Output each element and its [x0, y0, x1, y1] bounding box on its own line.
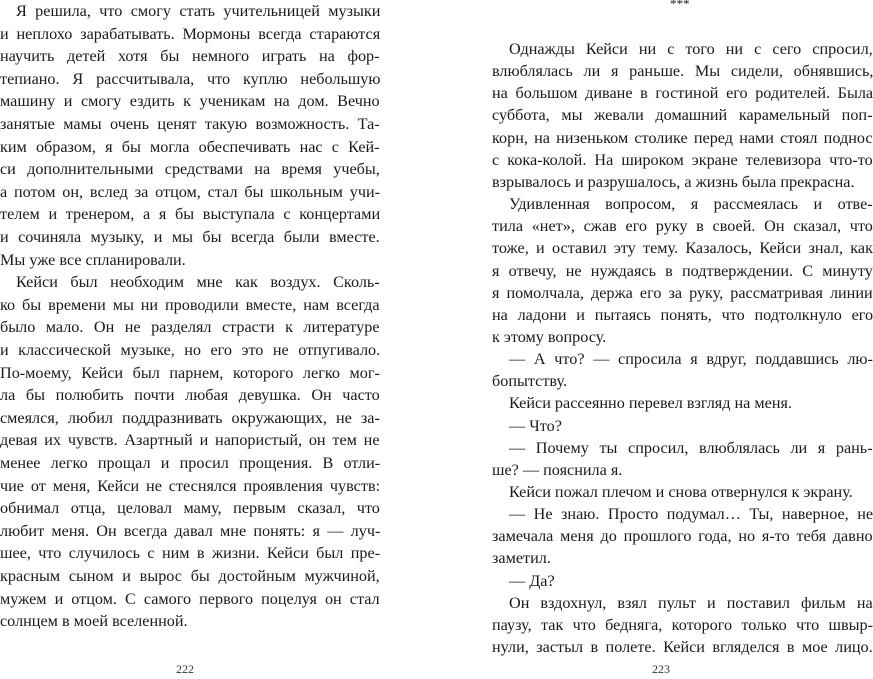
page-number-left: 222	[176, 662, 194, 676]
text-line: с кока-колой. На широком экране телевизора что-то	[492, 150, 873, 169]
text-line: паузу, так что бедняга, которого только что швыр-	[492, 615, 873, 634]
text-line: Я решила, что смогу стать учительницей музыки	[16, 2, 381, 20]
page-number-right: 223	[652, 662, 670, 676]
text-line: Он вздохнул, взял пульт и поставил фильм на	[509, 593, 873, 612]
text-line: менее легко прощал и просил прощения. В отли-	[0, 454, 381, 472]
text-line: тила «нет», сжав его руку в своей. Он сказал, что	[492, 217, 873, 236]
text-line: телем и тренером, а я бы выступала с концертами	[0, 205, 381, 224]
text-line: было мало. Он не разделял страсти к литературе	[0, 318, 380, 337]
text-line: — Не знаю. Просто подумал… Ты, наверное, не	[509, 505, 873, 524]
text-line: и классической музыке, но его это не отпугивало.	[0, 341, 381, 359]
text-line: красным сыном и вырос бы достойным мужчиной,	[0, 567, 380, 585]
text-line: ше? — пояснила я.	[492, 460, 623, 479]
text-line: обнимал отца, целовал маму, первым сказал, что	[0, 499, 380, 518]
right-page	[492, 0, 873, 679]
text-line: бопытству.	[492, 372, 568, 391]
text-line: суббота, мы жевали домашний карамельный поп-	[492, 106, 873, 125]
text-line: тепиано. Я рассчитывала, что куплю небольшую	[0, 69, 381, 88]
text-line: — А что? — спросила я вдруг, поддавшись лю-	[509, 350, 873, 369]
text-line: машину и смогу ездить к ученикам на дом. Вечно	[0, 92, 380, 111]
text-line: Однажды Кейси ни с того ни с сего спросил,	[509, 40, 873, 58]
text-line: занятые мамы очень ценят такую возможность. Та-	[0, 115, 380, 133]
text-line: любит меня. Он всегда давал мне понять: я — луч-	[0, 521, 381, 540]
text-line: мужем и отцом. С самого первого поцелуя он стал	[0, 589, 380, 608]
text-line: ко бы времени мы ни проводили вместе, нам всегда	[0, 295, 380, 314]
text-line: а потом он, вслед за отцом, стал бы школьным учи-	[0, 182, 381, 201]
text-line: — Да?	[509, 571, 555, 590]
text-line: — Что?	[509, 416, 562, 435]
text-line: я помолчала, держа его за руку, рассматривая линии	[492, 283, 873, 302]
text-line: замечала меня до прошлого года, но я-то тебя давно	[492, 527, 873, 546]
section-break-mark: ***	[670, 0, 690, 11]
text-line: смеялся, любил поддразнивать окружающих, не за-	[0, 408, 380, 427]
text-line: Удивленная вопросом, я рассмеялась и отве-	[509, 195, 873, 214]
text-line: — Почему ты спросил, влюблялась ли я рань-	[509, 438, 873, 457]
text-line: си дополнительными средствами на время учебы,	[0, 160, 380, 179]
text-line: девая их чувств. Азартный и напористый, он тем не	[0, 431, 380, 450]
text-line: Кейси был необходим мне как воздух. Сколь-	[16, 273, 380, 292]
text-line: на большом диване в гостиной его родителей. Была	[492, 84, 873, 103]
text-line: чие от меня, Кейси не стеснялся проявления чувств:	[0, 476, 381, 495]
text-line: шее, что случилось с ним в жизни. Кейси был пре-	[0, 544, 381, 563]
text-line: тоже, и оставил эту тему. Казалось, Кейси знал, как	[492, 239, 873, 258]
text-line: и сочиняла музыку, и мы бы всегда были вместе.	[0, 228, 380, 246]
text-line: влюблялась ли я раньше. Мы сидели, обнявшись,	[492, 62, 873, 81]
text-line: нули, застыл в полете. Кейси вгляделся в мое лицо.	[492, 638, 873, 657]
text-line: на ладони и пытаясь понять, что подтолкнуло его	[492, 305, 873, 324]
text-line: Мы уже все спланировали.	[0, 250, 186, 269]
text-line: я отвечу, не нуждаясь в подтверждении. С минуту	[492, 261, 873, 280]
left-page	[0, 0, 380, 679]
text-line: научить детей хотя бы немного играть на фор-	[0, 47, 380, 66]
text-line: солнцем в моей вселенной.	[0, 612, 188, 631]
text-line: ла бы полюбить почти любая девушка. Он часто	[0, 386, 380, 405]
text-line: заметил.	[492, 549, 551, 568]
text-line: корн, на низеньком столике перед нами стоял поднос	[492, 128, 873, 147]
text-line: к этому вопросу.	[492, 327, 607, 346]
text-line: взрывалось и разрушалось, а жизнь была прекрасна.	[492, 172, 855, 191]
text-line: По-моему, Кейси был парнем, которого легко мог-	[0, 363, 380, 382]
text-line: ким образом, я бы могла обеспечивать нас с Кей-	[0, 137, 380, 156]
text-line: и неплохо зарабатывать. Мормоны всегда стараются	[0, 24, 381, 43]
text-line: Кейси пожал плечом и снова отвернулся к экрану.	[509, 483, 853, 501]
text-line: Кейси рассеянно перевел взгляд на меня.	[509, 394, 792, 413]
